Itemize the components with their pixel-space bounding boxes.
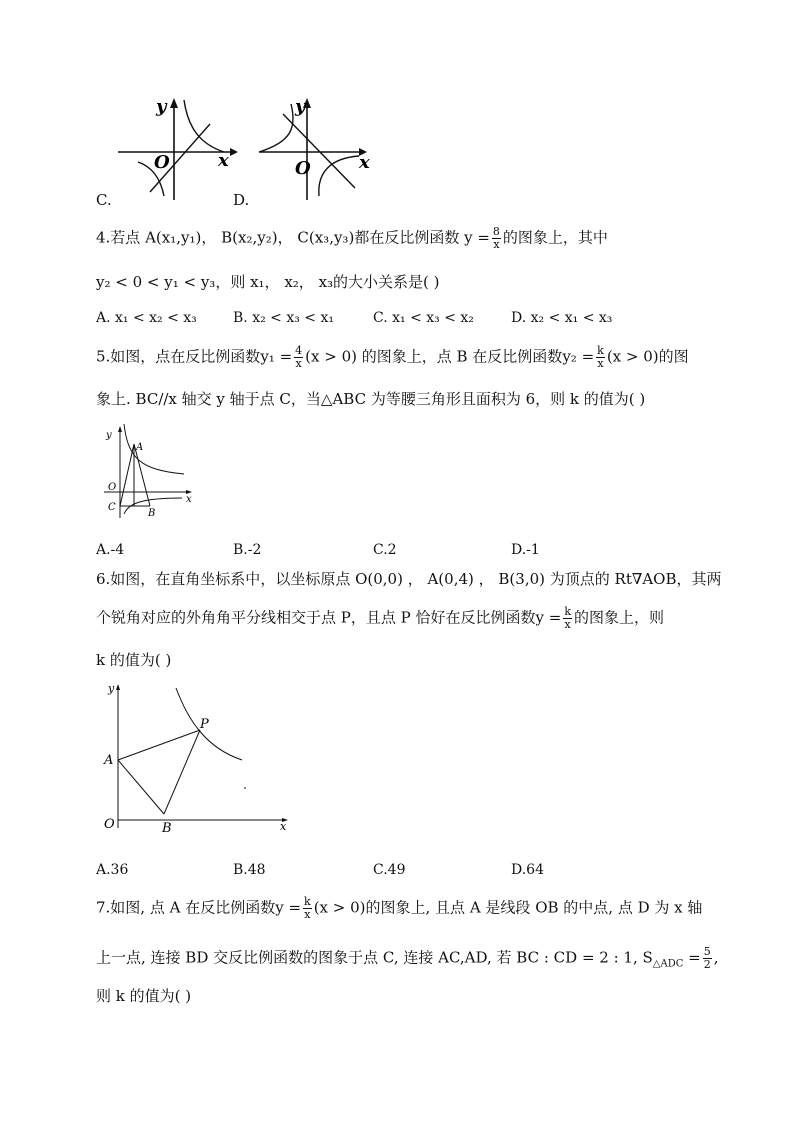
graph-c-x-label: x — [218, 150, 229, 171]
q5-fig-o-label: O — [108, 482, 117, 493]
q5-line2: 象上. BC//x 轴交 y 轴于点 C，当△ABC 为等腰三角形且面积为 6，则 k 的值为( ) — [96, 390, 646, 408]
q6-fig-x-label: x — [280, 820, 287, 833]
q6-fig-y-label: y — [108, 682, 115, 695]
q6-option-a: A.36 — [96, 862, 129, 878]
q6-option-b: B.48 — [233, 862, 266, 878]
q6-line3: k 的值为( ) — [96, 651, 172, 669]
graph-c-origin-label: O — [154, 152, 170, 173]
q4-option-c: C. x₁ < x₃ < x₂ — [373, 310, 474, 326]
q5-fig-y-label: y — [106, 430, 112, 441]
graph-d — [255, 92, 380, 202]
q6-option-c: C.49 — [373, 862, 406, 878]
q4-line1: 4.若点 A(x₁,y₁)， B(x₂,y₂)， C(x₃,y₃)都在反比例函数 y = $\frac{8}{x}$ 的图象上，其中 — [96, 225, 608, 251]
q6-fig-a-label: A — [104, 753, 114, 768]
q6-fig-p-label: P — [200, 717, 209, 732]
graph-c — [110, 92, 240, 202]
q5-option-b: B.-2 — [233, 542, 262, 558]
graph-d-label: D. — [233, 191, 250, 209]
q6-option-d: D.64 — [511, 862, 544, 878]
q4-option-b: B. x₂ < x₃ < x₁ — [233, 310, 334, 326]
q7-fraction: $\frac{k}{x}$ — [304, 895, 311, 921]
q5-option-c: C.2 — [373, 542, 397, 558]
q5-option-d: D.-1 — [511, 542, 540, 558]
q5-fig-a-label: A — [136, 442, 144, 453]
q5-fraction-2: $\frac{k}{x}$ — [597, 344, 604, 370]
q7-line3: 则 k 的值为( ) — [96, 987, 192, 1005]
q5-fig-b-label: B — [148, 508, 156, 519]
q7-line1: 7.如图, 点 A 在反比例函数y = $\frac{k}{x}$ (x > 0)的图象上, 且点 A 是线段 OB 的中点, 点 D 为 x 轴 — [96, 895, 703, 921]
q5-option-a: A.-4 — [96, 542, 125, 558]
q4-option-d: D. x₂ < x₁ < x₃ — [511, 310, 613, 326]
graph-d-origin-label: O — [295, 158, 311, 179]
graph-c-y-label: y — [156, 96, 167, 117]
q6-fig-o-label: O — [104, 817, 115, 832]
q6-line1: 6.如图，在直角坐标系中，以坐标原点 O(0,0) ， A(0,4) ， B(3,0) 为顶点的 Rt∇AOB，其两 — [96, 570, 722, 588]
q5-figure — [100, 418, 200, 523]
q6-line2: 个锐角对应的外角角平分线相交于点 P，且点 P 恰好在反比例函数y = $\frac{k}{x}$ 的图象上，则 — [96, 605, 664, 631]
q4-option-a: A. x₁ < x₂ < x₃ — [96, 310, 197, 326]
q5-fraction-1: $\frac{4}{x}$ — [295, 344, 303, 370]
graph-c-label: C. — [96, 191, 112, 209]
q6-figure — [96, 676, 296, 836]
q4-fraction: $\frac{8}{x}$ — [492, 225, 500, 251]
q6-fig-b-label: B — [162, 821, 172, 836]
q5-line1: 5.如图，点在反比例函数y₁ = $\frac{4}{x}$ (x > 0) 的图象上，点 B 在反比例函数y₂ = $\frac{k}{x}$ (x > 0)的图 — [96, 344, 689, 370]
q7-area-fraction: $\frac{5}{2}$ — [703, 945, 711, 971]
q4-line2: y₂ < 0 < y₁ < y₃，则 x₁， x₂， x₃的大小关系是( ) — [96, 273, 440, 291]
q5-fig-c-label: C — [108, 502, 116, 513]
q5-fig-x-label: x — [186, 494, 192, 505]
q6-fraction: $\frac{k}{x}$ — [564, 605, 571, 631]
q7-line2: 上一点, 连接 BD 交反比例函数的图象于点 C, 连接 AC,AD, 若 BC : CD = 2 : 1, $S_{\triangle ADC}$ = $\frac{5}{2}$ , — [96, 945, 719, 971]
graph-d-y-label: y — [295, 96, 306, 117]
graph-d-x-label: x — [359, 152, 370, 173]
